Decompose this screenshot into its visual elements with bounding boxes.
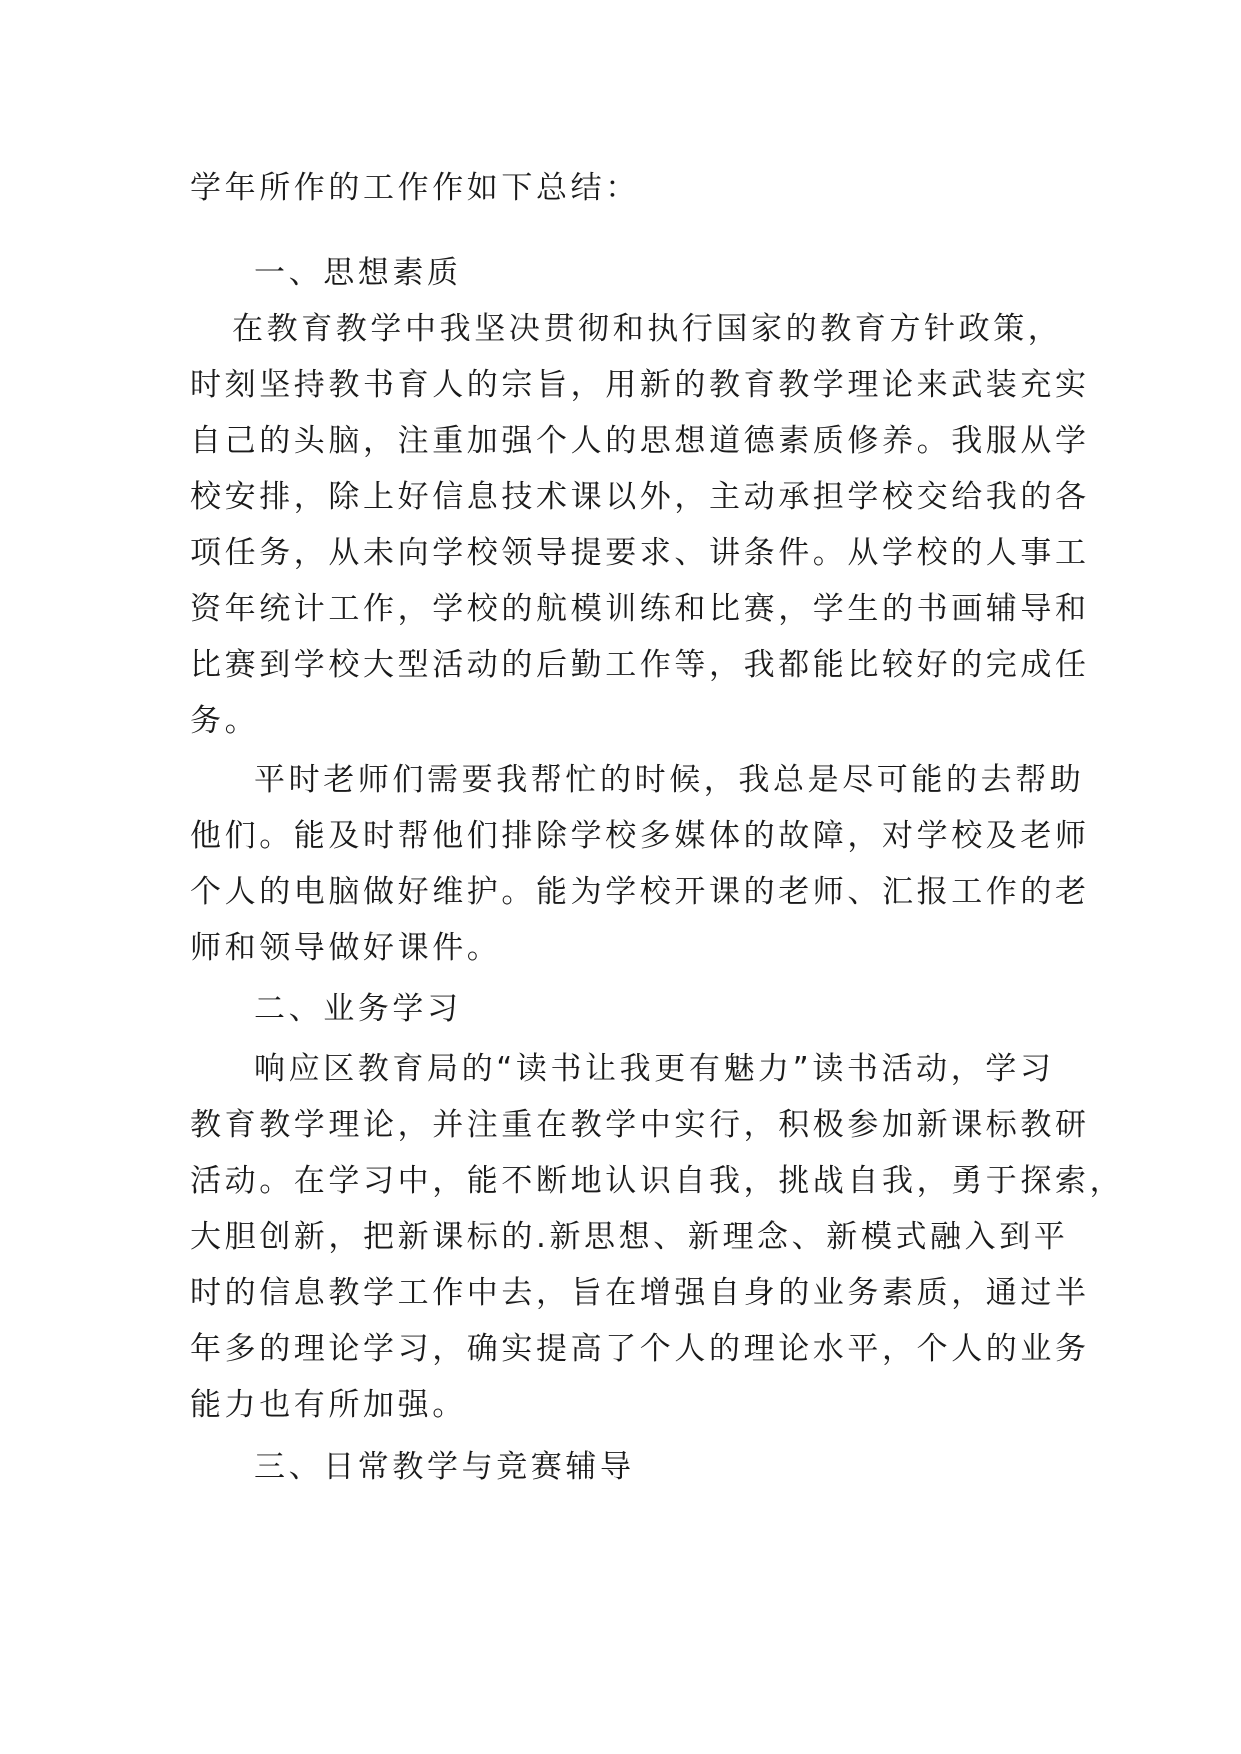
text-line: 自己的头脑，注重加强个人的思想道德素质修养。我服从学 xyxy=(190,423,1090,459)
text-line: 时刻坚持教书育人的宗旨，用新的教育教学理论来武装充实 xyxy=(190,367,1090,403)
text-line: 时的信息教学工作中去，旨在增强自身的业务素质，通过半 xyxy=(190,1275,1090,1311)
text-line: 响应区教育局的“读书让我更有魅力”读书活动，学习 xyxy=(254,1051,1055,1087)
text-line: 大胆创新，把新课标的.新思想、新理念、新模式融入到平 xyxy=(190,1219,1069,1255)
text-line: 他们。能及时帮他们排除学校多媒体的故障，对学校及老师 xyxy=(190,818,1090,854)
text-line: 校安排，除上好信息技术课以外，主动承担学校交给我的各 xyxy=(190,479,1090,515)
text-line: 教育教学理论，并注重在教学中实行，积极参加新课标教研 xyxy=(190,1107,1090,1143)
text-line: 在教育教学中我坚决贯彻和执行国家的教育方针政策， xyxy=(232,311,1063,347)
text-line: 务。 xyxy=(190,703,260,739)
section-heading: 一、思想素质 xyxy=(254,255,462,291)
section-heading: 三、日常教学与竞赛辅导 xyxy=(254,1449,635,1485)
text-line: 学年所作的工作作如下总结： xyxy=(190,170,640,206)
section-heading: 二、业务学习 xyxy=(254,991,462,1027)
text-line: 比赛到学校大型活动的后勤工作等，我都能比较好的完成任 xyxy=(190,647,1090,683)
text-line: 个人的电脑做好维护。能为学校开课的老师、汇报工作的老 xyxy=(190,874,1090,910)
text-line: 师和领导做好课件。 xyxy=(190,930,502,966)
text-line: 资年统计工作，学校的航模训练和比赛，学生的书画辅导和 xyxy=(190,591,1090,627)
text-line: 活动。在学习中，能不断地认识自我，挑战自我，勇于探索， xyxy=(190,1163,1125,1199)
text-line: 项任务，从未向学校领导提要求、讲条件。从学校的人事工 xyxy=(190,535,1090,571)
text-line: 平时老师们需要我帮忙的时候，我总是尽可能的去帮助 xyxy=(254,762,1085,798)
text-line: 年多的理论学习，确实提高了个人的理论水平，个人的业务 xyxy=(190,1331,1090,1367)
text-line: 能力也有所加强。 xyxy=(190,1387,467,1423)
